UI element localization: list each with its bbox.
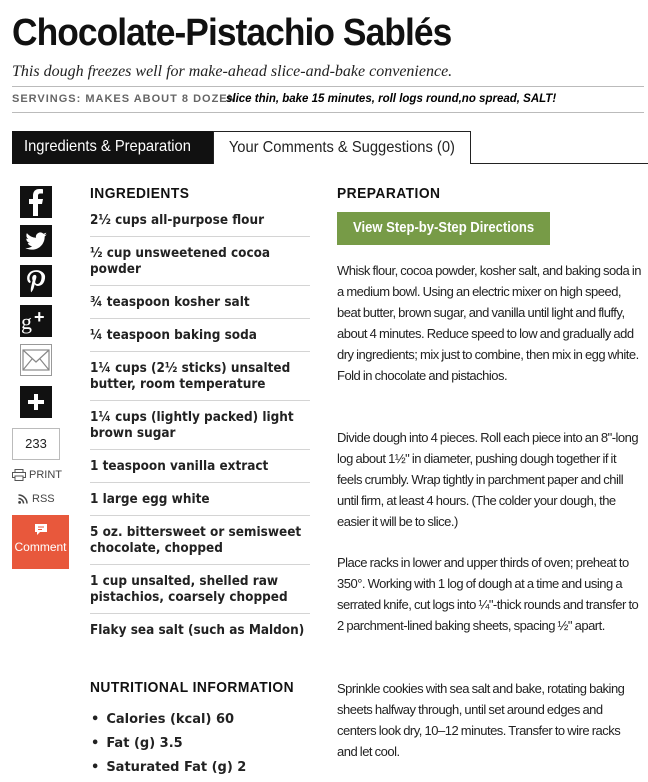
step-by-step-button[interactable] (337, 212, 550, 245)
google-plus-share-button[interactable] (20, 305, 52, 337)
list-item: • Calories (kcal) 60 (91, 708, 246, 732)
servings-note: slice thin, bake 15 minutes, roll logs round,no spread, SALT! (226, 93, 557, 105)
preparation-step: Whisk flour, cocoa powder, kosher salt, and baking soda in a medium bowl. Using an electric mixer on high speed, beat butter, brown sugar, and vanilla until light and fluffy, about 4 minutes. Reduce speed to low and gradually add dry ingredients; mix just to combine, then mix in egg white. Fold in chocolate and pistachios. (337, 263, 641, 383)
comment-bubble-icon (34, 523, 48, 536)
pinterest-icon (23, 268, 49, 294)
list-item: 1 teaspoon vanilla extract (90, 450, 310, 483)
list-item: ¾ teaspoon kosher salt (90, 286, 310, 319)
google-plus-icon (20, 305, 52, 337)
divider (12, 86, 644, 87)
preparation-step: Sprinkle cookies with sea salt and bake, rotating baking sheets halfway through, until set around edges and centers look dry, 10–12 minutes. Transfer to wire racks and let cool. (337, 681, 625, 759)
tab-label: Your Comments & Suggestions (0) (228, 139, 456, 156)
svg-text:+: + (34, 307, 45, 327)
facebook-icon (20, 186, 52, 218)
tab-comments-suggestions[interactable] (213, 131, 471, 164)
ingredients-list (90, 210, 310, 646)
rss-label: RSS (32, 493, 55, 505)
tab-ingredients-preparation[interactable] (12, 131, 213, 164)
more-share-button[interactable] (20, 386, 52, 418)
list-item: 2½ cups all-purpose flour (90, 210, 310, 237)
share-count: 233 (12, 428, 60, 460)
recipe-tabs (12, 131, 648, 164)
email-share-button[interactable] (20, 344, 52, 376)
recipe-title: Chocolate-Pistachio Sablés (12, 12, 452, 54)
twitter-share-button[interactable] (20, 225, 52, 257)
list-item: • Fat (g) 3.5 (91, 732, 246, 756)
list-item: ½ cup unsweetened cocoa powder (90, 237, 310, 286)
list-item: ¼ teaspoon baking soda (90, 319, 310, 352)
recipe-subtitle: This dough freezes well for make-ahead slice-and-bake convenience. (12, 63, 453, 80)
servings-label: SERVINGS: MAKES ABOUT 8 DOZEN (12, 93, 237, 105)
list-item: Flaky sea salt (such as Maldon) (90, 623, 305, 638)
svg-text:g: g (21, 309, 32, 334)
comment-label: Comment (14, 540, 67, 554)
step-by-step-label: View Step-by-Step Directions (352, 220, 535, 236)
ingredients-heading: INGREDIENTS (90, 185, 190, 202)
print-button[interactable] (12, 469, 62, 481)
comment-button[interactable] (12, 515, 69, 569)
preparation-step: Divide dough into 4 pieces. Roll each piece into an 8"-long log about 1½" in diameter, pushing dough together if it feels crumbly. Wrap tightly in parchment paper and chill until firm, at least 4 hours. (The colder your dough, the easier it will be to slice.) (337, 430, 639, 529)
tab-label: Ingredients & Preparation (24, 138, 191, 155)
rss-icon (18, 494, 28, 504)
preparation-step: Place racks in lower and upper thirds of oven; preheat to 350°. Working with 1 log of dough at a time and using a serrated knife, cut logs into ¼"-thick rounds and transfer to 2 parchment-lined baking sheets, spacing ½" apart. (337, 555, 639, 633)
nutrition-heading: NUTRITIONAL INFORMATION (90, 679, 295, 696)
list-item: 1¼ cups (lightly packed) light brown sugar (90, 401, 310, 450)
list-item: 5 oz. bittersweet or semisweet chocolate, chopped (90, 516, 310, 565)
print-label: PRINT (29, 469, 62, 481)
preparation-heading: PREPARATION (337, 185, 441, 202)
mail-icon (22, 349, 50, 371)
facebook-share-button[interactable] (20, 186, 52, 218)
list-item: 1 cup unsalted, shelled raw pistachios, coarsely chopped (90, 565, 310, 614)
nutrition-list (91, 708, 246, 780)
list-item: • Saturated Fat (g) 2 (91, 756, 246, 780)
twitter-icon (23, 228, 49, 254)
list-item: 1¼ cups (2½ sticks) unsalted butter, room temperature (90, 352, 310, 401)
rss-link[interactable] (18, 493, 55, 505)
pinterest-share-button[interactable] (20, 265, 52, 297)
divider (12, 112, 644, 113)
printer-icon (12, 469, 26, 481)
plus-icon (26, 392, 46, 412)
list-item: 1 large egg white (90, 483, 310, 516)
